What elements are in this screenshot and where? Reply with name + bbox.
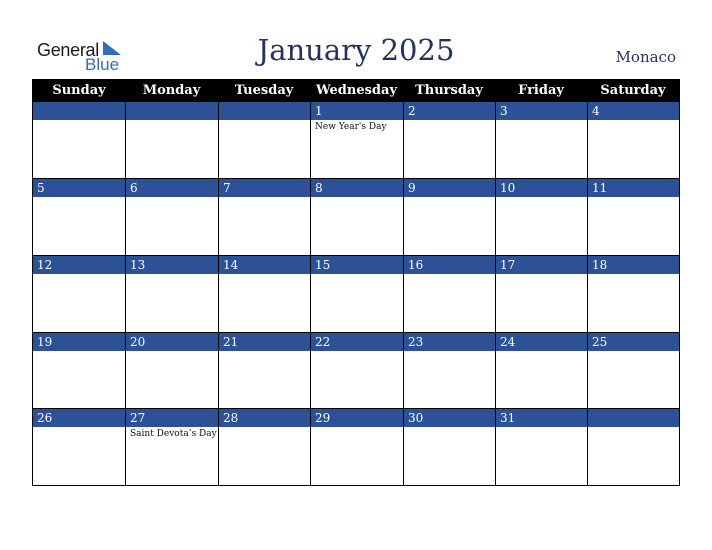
day-number: 23 (408, 335, 424, 349)
day-cell[interactable] (218, 102, 310, 179)
day-number: 14 (223, 258, 239, 272)
day-number: 4 (592, 104, 600, 118)
day-number: 26 (37, 411, 53, 425)
page-title: January 2025 (257, 33, 455, 67)
holiday-label: Saint Devota’s Day (130, 429, 217, 439)
day-cell[interactable] (310, 102, 403, 179)
week-row (33, 333, 679, 409)
day-cell[interactable] (403, 256, 495, 333)
day-cell[interactable] (403, 409, 495, 486)
week-row (33, 256, 679, 333)
holiday-label: New Year's Day (315, 122, 387, 132)
day-cell[interactable] (218, 333, 310, 409)
day-number: 20 (130, 335, 146, 349)
day-number: 16 (408, 258, 424, 272)
day-number: 28 (223, 411, 239, 425)
day-number: 21 (223, 335, 239, 349)
day-number: 22 (315, 335, 331, 349)
day-cell[interactable] (495, 409, 587, 486)
day-number: 19 (37, 335, 53, 349)
day-cell[interactable] (33, 333, 125, 409)
day-number: 2 (408, 104, 416, 118)
day-cell[interactable] (125, 179, 218, 256)
logo-text-general: General (37, 40, 99, 60)
day-number: 10 (500, 181, 516, 195)
day-cell[interactable] (587, 102, 679, 179)
week-row (33, 179, 679, 256)
day-number: 3 (500, 104, 508, 118)
day-cell[interactable] (310, 256, 403, 333)
day-number: 27 (130, 411, 146, 425)
week-row (33, 102, 679, 179)
day-number: 5 (37, 181, 45, 195)
day-cell[interactable] (403, 333, 495, 409)
day-cell[interactable] (218, 409, 310, 486)
day-cell[interactable] (587, 179, 679, 256)
day-cell[interactable] (125, 102, 218, 179)
day-number: 6 (130, 181, 138, 195)
week-divider (33, 255, 679, 256)
day-cell[interactable] (218, 179, 310, 256)
day-cell[interactable] (125, 333, 218, 409)
day-cell[interactable] (587, 256, 679, 333)
day-cell[interactable] (495, 102, 587, 179)
day-cell[interactable] (495, 333, 587, 409)
day-cell[interactable] (495, 179, 587, 256)
day-number: 11 (592, 181, 608, 195)
day-cell[interactable] (33, 409, 125, 486)
day-number: 15 (315, 258, 331, 272)
day-cell[interactable] (310, 409, 403, 486)
day-number: 30 (408, 411, 424, 425)
day-number: 7 (223, 181, 231, 195)
day-number: 25 (592, 335, 608, 349)
day-cell[interactable] (125, 409, 218, 486)
day-cell[interactable] (33, 102, 125, 179)
weekday-header-sunday: Sunday (52, 83, 106, 98)
logo-text-blue: Blue (85, 55, 120, 74)
week-divider (33, 332, 679, 333)
week-row (33, 409, 679, 486)
weekday-header-wednesday: Wednesday (315, 83, 397, 98)
day-number: 18 (592, 258, 608, 272)
calendar-grid (32, 79, 680, 486)
day-cell[interactable] (33, 256, 125, 333)
day-cell[interactable] (587, 409, 679, 486)
day-number: 8 (315, 181, 323, 195)
weekday-header-friday: Friday (518, 83, 564, 98)
day-number: 24 (500, 335, 516, 349)
week-divider (33, 178, 679, 179)
day-cell[interactable] (587, 333, 679, 409)
country-label: Monaco (615, 48, 676, 66)
day-cell[interactable] (403, 102, 495, 179)
day-cell[interactable] (403, 179, 495, 256)
weekday-header-row (33, 80, 679, 102)
week-divider (33, 408, 679, 409)
day-number: 9 (408, 181, 416, 195)
day-cell[interactable] (310, 179, 403, 256)
day-cell[interactable] (125, 256, 218, 333)
day-cell[interactable] (33, 179, 125, 256)
day-cell[interactable] (310, 333, 403, 409)
day-cell[interactable] (495, 256, 587, 333)
day-number: 12 (37, 258, 53, 272)
weekday-header-thursday: Thursday (415, 83, 483, 98)
weekday-header-saturday: Saturday (600, 83, 666, 98)
day-number: 17 (500, 258, 516, 272)
day-number: 13 (130, 258, 146, 272)
day-number: 31 (500, 411, 516, 425)
day-number: 1 (315, 104, 323, 118)
weekday-header-monday: Monday (142, 83, 201, 98)
day-cell[interactable] (218, 256, 310, 333)
weekday-header-tuesday: Tuesday (234, 83, 294, 98)
day-number: 29 (315, 411, 331, 425)
